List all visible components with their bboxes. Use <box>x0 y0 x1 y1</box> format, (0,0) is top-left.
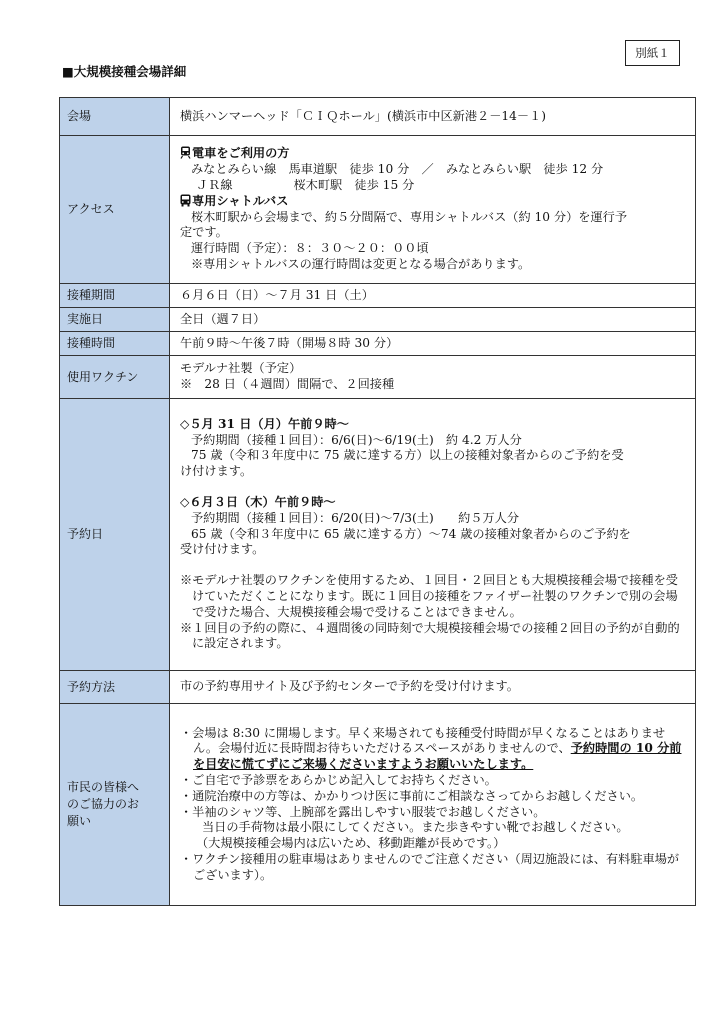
bus-line-4: ※専用シャトルバスの運行時間は変更となる場合があります。 <box>191 256 531 271</box>
reservation-a-line-3: け付けます。 <box>180 464 253 479</box>
table-row-days <box>60 308 696 332</box>
bus-line-1: 桜木町駅から会場まで、約５分間隔で、専用シャトルバス（約 10 分）を運行予 <box>191 209 628 224</box>
vaccine-line-1: モデルナ社製（予定） <box>180 361 302 376</box>
cooperation-item-3: ・通院治療中の方等は、かかりつけ医に事前にご相談なさってからお越しください。 <box>180 788 644 803</box>
table-row-access <box>60 136 696 284</box>
venue-details-table <box>59 97 696 906</box>
value-reservation <box>170 399 696 671</box>
label-vaccine: 使用ワクチン <box>60 356 170 399</box>
value-period: ６月６日（日）～７月 31 日（土） <box>170 284 696 308</box>
bus-line-3: 運行時間（予定）：８：３０～２０：００頃 <box>191 241 429 256</box>
value-cooperation <box>170 704 696 906</box>
reservation-note-1: ※モデルナ社製のワクチンを使用するため、１回目・２回目とも大規模接種会場で接種を受けていただくことになります。既に１回目の接種をファイザー社製のワクチンで別の会場で受けた場合、大規模接種会場で受けることはできません。 <box>180 573 678 619</box>
reservation-b-line-1: 予約期間（接種１回目）：6/20(日)～7/3(土) 約５万人分 <box>191 510 520 525</box>
cooperation-item-4-sub-2: （大規模接種会場内は広いため、移動距離が長めです。） <box>196 836 506 851</box>
label-days: 実施日 <box>60 308 170 332</box>
table-row-period <box>60 284 696 308</box>
reservation-b-line-2: 65 歳（令和３年度中に 65 歳に達する方）～74 歳の接種対象者からのご予約を <box>191 526 631 541</box>
bus-line-2: 定です。 <box>180 225 228 240</box>
cooperation-item-2: ・ご自宅で予診票をあらかじめ記入してお持ちください。 <box>180 772 497 787</box>
value-hours: 午前９時～午後７時（開場８時 30 分） <box>170 332 696 356</box>
cooperation-item-1-text: ・会場は 8:30 に開場します。早く来場されても接種受付時間が早くなることはありません。会場付近に長時間お待ちいただけるスペースがありませんので、 <box>180 725 666 756</box>
bus-heading <box>180 194 689 210</box>
value-access <box>170 136 696 284</box>
reservation-a-line-1: 予約期間（接種１回目）：6/6(日)～6/19(土) 約 4.2 万人分 <box>191 432 522 447</box>
reservation-a-heading: ◇５月 31 日（月）午前９時～ <box>180 416 349 431</box>
value-method: 市の予約専用サイト及び予約センターで予約を受け付けます。 <box>170 671 696 704</box>
label-method: 予約方法 <box>60 671 170 704</box>
label-reservation: 予約日 <box>60 399 170 671</box>
table-row-venue <box>60 98 696 136</box>
label-cooperation-line-3: 願い <box>67 814 92 828</box>
reservation-b-heading: ◇６月３日（木）午前９時～ <box>180 495 336 509</box>
cooperation-item-1-emphasis: 予約時間の 10 分前を目安に慌てずにご来場くださいますようお願いいたします。 <box>193 741 682 772</box>
label-hours: 接種時間 <box>60 332 170 356</box>
cooperation-item-4-sub-1: 当日の手荷物は最小限にしてください。また歩きやすい靴でお越しください。 <box>202 820 629 835</box>
label-cooperation-line-2: のご協力のお <box>67 797 140 811</box>
cooperation-item-5: ・ワクチン接種用の駐車場はありませんのでご注意ください（周辺施設には、有料駐車場がございます）。 <box>180 851 680 882</box>
table-row-method <box>60 671 696 704</box>
table-row-hours <box>60 332 696 356</box>
cooperation-item-1 <box>180 726 689 773</box>
train-heading-text: 電車をご利用の方 <box>192 146 290 161</box>
table-row-vaccine <box>60 356 696 399</box>
cooperation-item-4: ・半袖のシャツ等、上腕部を露出しやすい服装でお越しください。 <box>180 804 546 819</box>
train-icon <box>180 146 191 159</box>
bus-heading-text: 専用シャトルバス <box>192 193 289 208</box>
attachment-label: 別紙１ <box>625 40 680 66</box>
reservation-note-2: ※１回目の予約の際に、４週間後の同時刻で大規模接種会場での接種２回目の予約が自動的に設定されます。 <box>180 620 680 651</box>
train-line-1: みなとみらい線 馬車道駅 徒歩 10 分 ／ みなとみらい駅 徒歩 12 分 <box>191 162 604 177</box>
reservation-a-line-2: 75 歳（令和３年度中に 75 歳に達する方）以上の接種対象者からのご予約を受 <box>191 448 624 463</box>
train-line-2: ＪＲ線 桜木町駅 徒歩 15 分 <box>196 177 415 192</box>
label-access: アクセス <box>60 136 170 284</box>
vaccine-line-2: ※ 28 日（４週間）間隔で、２回接種 <box>180 377 395 391</box>
train-heading <box>180 146 689 162</box>
label-cooperation <box>60 704 170 906</box>
table-row-reservation <box>60 399 696 671</box>
value-days: 全日（週７日） <box>170 308 696 332</box>
label-cooperation-line-1: 市民の皆様へ <box>67 780 140 794</box>
value-vaccine <box>170 356 696 399</box>
table-row-cooperation <box>60 704 696 906</box>
reservation-b-line-3: 受け付けます。 <box>180 542 265 557</box>
label-venue: 会場 <box>60 98 170 136</box>
value-venue: 横浜ハンマーヘッド「ＣＩＱホール」(横浜市中区新港２－14－１) <box>170 98 696 136</box>
label-period: 接種期間 <box>60 284 170 308</box>
page-title: ■大規模接種会場詳細 <box>62 64 187 79</box>
bus-icon <box>180 194 191 207</box>
